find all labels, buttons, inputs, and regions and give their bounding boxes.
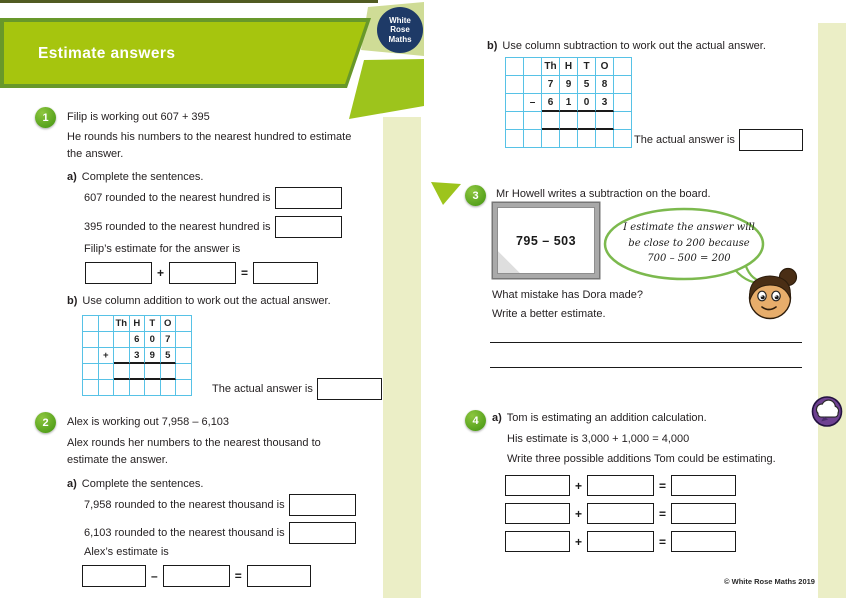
grid-cell[interactable] (614, 112, 632, 130)
grid-cell: Th (114, 316, 130, 332)
center-divider-strip (383, 117, 421, 598)
grid-cell[interactable] (506, 130, 524, 148)
sentence-text: Alex’s estimate is (84, 546, 169, 558)
sentence-text: Filip’s estimate for the answer is (84, 243, 241, 255)
fill-in-sentence (84, 522, 356, 544)
fill-in-sentence (84, 216, 342, 238)
plus-operator: + (575, 506, 583, 521)
part-b-heading (67, 295, 331, 307)
grid-cell: 7 (542, 76, 560, 94)
equals-operator: = (241, 266, 249, 280)
grid-cell: – (524, 94, 542, 112)
grid-cell[interactable] (176, 316, 192, 332)
grid-cell[interactable] (506, 76, 524, 94)
part-label: b) (67, 295, 78, 307)
answer-box[interactable] (505, 503, 570, 524)
grid-cell[interactable] (614, 76, 632, 94)
minus-operator: – (151, 569, 158, 583)
addition-equation (505, 475, 736, 496)
grid-cell[interactable] (524, 76, 542, 94)
grid-cell: O (161, 316, 177, 332)
part-label: b) (487, 40, 498, 52)
grid-cell: T (578, 58, 596, 76)
grid-cell[interactable] (130, 380, 146, 396)
grid-cell[interactable] (114, 380, 130, 396)
question-text: What mistake has Dora made? (492, 289, 644, 301)
dora-avatar (744, 266, 802, 322)
answer-box[interactable] (587, 531, 654, 552)
answer-box[interactable] (289, 494, 356, 516)
question-number-badge: 1 (35, 107, 56, 128)
page-title: Estimate answers (38, 45, 176, 62)
part-text: Tom is estimating an addition calculation. (506, 412, 707, 424)
grid-cell[interactable] (161, 380, 177, 396)
fill-in-sentence (84, 494, 356, 516)
grid-cell[interactable] (560, 130, 578, 148)
answer-box[interactable] (289, 522, 356, 544)
grid-cell[interactable] (99, 316, 115, 332)
grid-cell[interactable] (114, 364, 130, 380)
part-label: a) (67, 171, 77, 183)
answer-box[interactable] (505, 531, 570, 552)
equals-operator: = (234, 569, 242, 583)
thought-cloud-icon (810, 394, 844, 428)
column-subtraction-grid[interactable] (505, 57, 632, 148)
part-label: a) (67, 478, 77, 490)
question-text: Write a better estimate. (492, 308, 606, 320)
answer-box[interactable] (247, 565, 311, 587)
bubble-line: 700 – 500 = 200 (647, 253, 731, 264)
grid-cell: H (560, 58, 578, 76)
grid-cell[interactable] (614, 94, 632, 112)
grid-cell[interactable] (524, 130, 542, 148)
part-a-heading (67, 478, 203, 490)
grid-cell: 3 (130, 348, 146, 364)
grid-cell[interactable] (130, 364, 146, 380)
part-a-heading (67, 171, 203, 183)
question-number-badge: 3 (465, 185, 486, 206)
answer-box[interactable] (505, 475, 570, 496)
grid-cell: + (99, 348, 115, 364)
grid-cell: O (596, 58, 614, 76)
answer-line[interactable] (490, 367, 802, 368)
decor-green-quad (349, 59, 424, 119)
sentence-text: 395 rounded to the nearest hundred is (84, 221, 271, 233)
grid-cell: 9 (560, 76, 578, 94)
part-text: Complete the sentences. (81, 478, 204, 490)
grid-cell[interactable] (578, 130, 596, 148)
grid-cell: 9 (145, 348, 161, 364)
sentence-text: 7,958 rounded to the nearest thousand is (84, 499, 285, 511)
part-text: Use column subtraction to work out the actual answer. (502, 40, 766, 52)
grid-cell: 0 (578, 94, 596, 112)
question-intro: Alex is working out 7,958 – 6,103 (67, 416, 230, 428)
grid-cell: 0 (145, 332, 161, 348)
grid-cell[interactable] (524, 112, 542, 130)
grid-cell[interactable] (542, 112, 560, 130)
speech-bubble-text (613, 220, 765, 267)
whiteboard (493, 203, 599, 278)
grid-cell[interactable] (83, 348, 99, 364)
bubble-line: I estimate the answer will (623, 222, 755, 233)
grid-cell: 5 (578, 76, 596, 94)
equals-operator: = (659, 478, 667, 493)
decor-green-wedge (431, 182, 461, 205)
grid-cell: 8 (596, 76, 614, 94)
grid-cell[interactable] (83, 332, 99, 348)
pupil (761, 295, 765, 299)
column-addition-grid[interactable] (82, 315, 192, 396)
actual-answer-label: The actual answer is (634, 134, 735, 146)
grid-cell[interactable] (99, 364, 115, 380)
estimate-equation (82, 565, 311, 587)
answer-box[interactable] (82, 565, 146, 587)
question-intro: Mr Howell writes a subtraction on the board. (496, 188, 711, 200)
answer-box[interactable] (253, 262, 318, 284)
answer-box[interactable] (671, 475, 736, 496)
grid-cell: 6 (130, 332, 146, 348)
grid-cell[interactable] (176, 364, 192, 380)
pupil (775, 295, 779, 299)
logo-line: Rose (390, 25, 410, 35)
question-text: the answer. (67, 148, 124, 160)
actual-answer-row (212, 378, 382, 400)
eye-glint (761, 296, 762, 297)
whiteboard-expression: 795 – 503 (515, 233, 577, 248)
part-label: a) (492, 412, 502, 424)
logo-line: White (389, 15, 411, 25)
white-rose-maths-logo (377, 7, 423, 53)
equals-operator: = (659, 506, 667, 521)
grid-cell[interactable] (145, 380, 161, 396)
grid-cell[interactable] (114, 348, 130, 364)
grid-cell[interactable] (145, 364, 161, 380)
answer-box[interactable] (85, 262, 152, 284)
part-a-heading (492, 412, 707, 424)
plus-operator: + (575, 478, 583, 493)
part-text: Complete the sentences. (81, 171, 204, 183)
equals-operator: = (659, 534, 667, 549)
actual-answer-label: The actual answer is (212, 383, 313, 395)
grid-cell[interactable] (596, 130, 614, 148)
grid-cell[interactable] (596, 112, 614, 130)
question-text: Alex rounds her numbers to the nearest thousand to (67, 437, 321, 449)
right-edge-strip (818, 23, 846, 598)
grid-cell[interactable] (614, 130, 632, 148)
grid-cell: 1 (560, 94, 578, 112)
question-number-badge: 2 (35, 412, 56, 433)
question-text: Write three possible additions Tom could be estimating. (507, 453, 776, 465)
grid-cell[interactable] (176, 332, 192, 348)
grid-cell[interactable] (542, 130, 560, 148)
grid-cell[interactable] (560, 112, 578, 130)
sentence-text: 6,103 rounded to the nearest thousand is (84, 527, 285, 539)
fill-in-sentence (84, 187, 342, 209)
answer-box[interactable] (587, 475, 654, 496)
grid-cell[interactable] (83, 316, 99, 332)
grid-cell[interactable] (578, 112, 596, 130)
answer-box[interactable] (275, 187, 342, 209)
estimate-equation (85, 262, 318, 284)
grid-cell: 5 (161, 348, 177, 364)
eye-glint (775, 296, 776, 297)
grid-cell[interactable] (83, 364, 99, 380)
answer-box[interactable] (163, 565, 230, 587)
grid-cell[interactable] (176, 348, 192, 364)
grid-cell: H (130, 316, 146, 332)
grid-cell[interactable] (506, 112, 524, 130)
grid-cell[interactable] (506, 94, 524, 112)
question-text: His estimate is 3,000 + 1,000 = 4,000 (507, 433, 690, 445)
grid-cell[interactable] (99, 332, 115, 348)
whiteboard-sheen (498, 251, 524, 273)
answer-box[interactable] (169, 262, 236, 284)
answer-box[interactable] (587, 503, 654, 524)
grid-cell: 6 (542, 94, 560, 112)
sentence-text: 607 rounded to the nearest hundred is (84, 192, 271, 204)
plus-operator: + (157, 266, 165, 280)
grid-cell[interactable] (83, 380, 99, 396)
grid-cell[interactable] (614, 58, 632, 76)
grid-cell: Th (542, 58, 560, 76)
logo-line: Maths (388, 34, 412, 44)
grid-cell[interactable] (99, 380, 115, 396)
copyright-footer: © White Rose Maths 2019 (724, 577, 815, 586)
grid-cell[interactable] (176, 380, 192, 396)
grid-cell[interactable] (114, 332, 130, 348)
plus-operator: + (575, 534, 583, 549)
actual-answer-row (634, 129, 803, 151)
bubble-line: be close to 200 because (628, 237, 750, 249)
answer-box[interactable] (739, 129, 803, 151)
top-rule (0, 0, 378, 3)
grid-cell[interactable] (524, 58, 542, 76)
grid-cell: 3 (596, 94, 614, 112)
addition-equation (505, 503, 736, 524)
part-b-heading (487, 40, 766, 52)
answer-box[interactable] (671, 531, 736, 552)
grid-cell: T (145, 316, 161, 332)
part-text: Use column addition to work out the actual answer. (82, 295, 331, 307)
addition-equation (505, 531, 736, 552)
question-text: estimate the answer. (67, 454, 168, 466)
answer-box[interactable] (275, 216, 342, 238)
question-number-badge: 4 (465, 410, 486, 431)
answer-line[interactable] (490, 342, 802, 343)
question-text: He rounds his numbers to the nearest hundred to estimate (67, 131, 352, 143)
grid-cell[interactable] (506, 58, 524, 76)
answer-box[interactable] (317, 378, 382, 400)
question-intro: Filip is working out 607 + 395 (67, 111, 210, 123)
answer-box[interactable] (671, 503, 736, 524)
grid-cell[interactable] (161, 364, 177, 380)
grid-cell: 7 (161, 332, 177, 348)
